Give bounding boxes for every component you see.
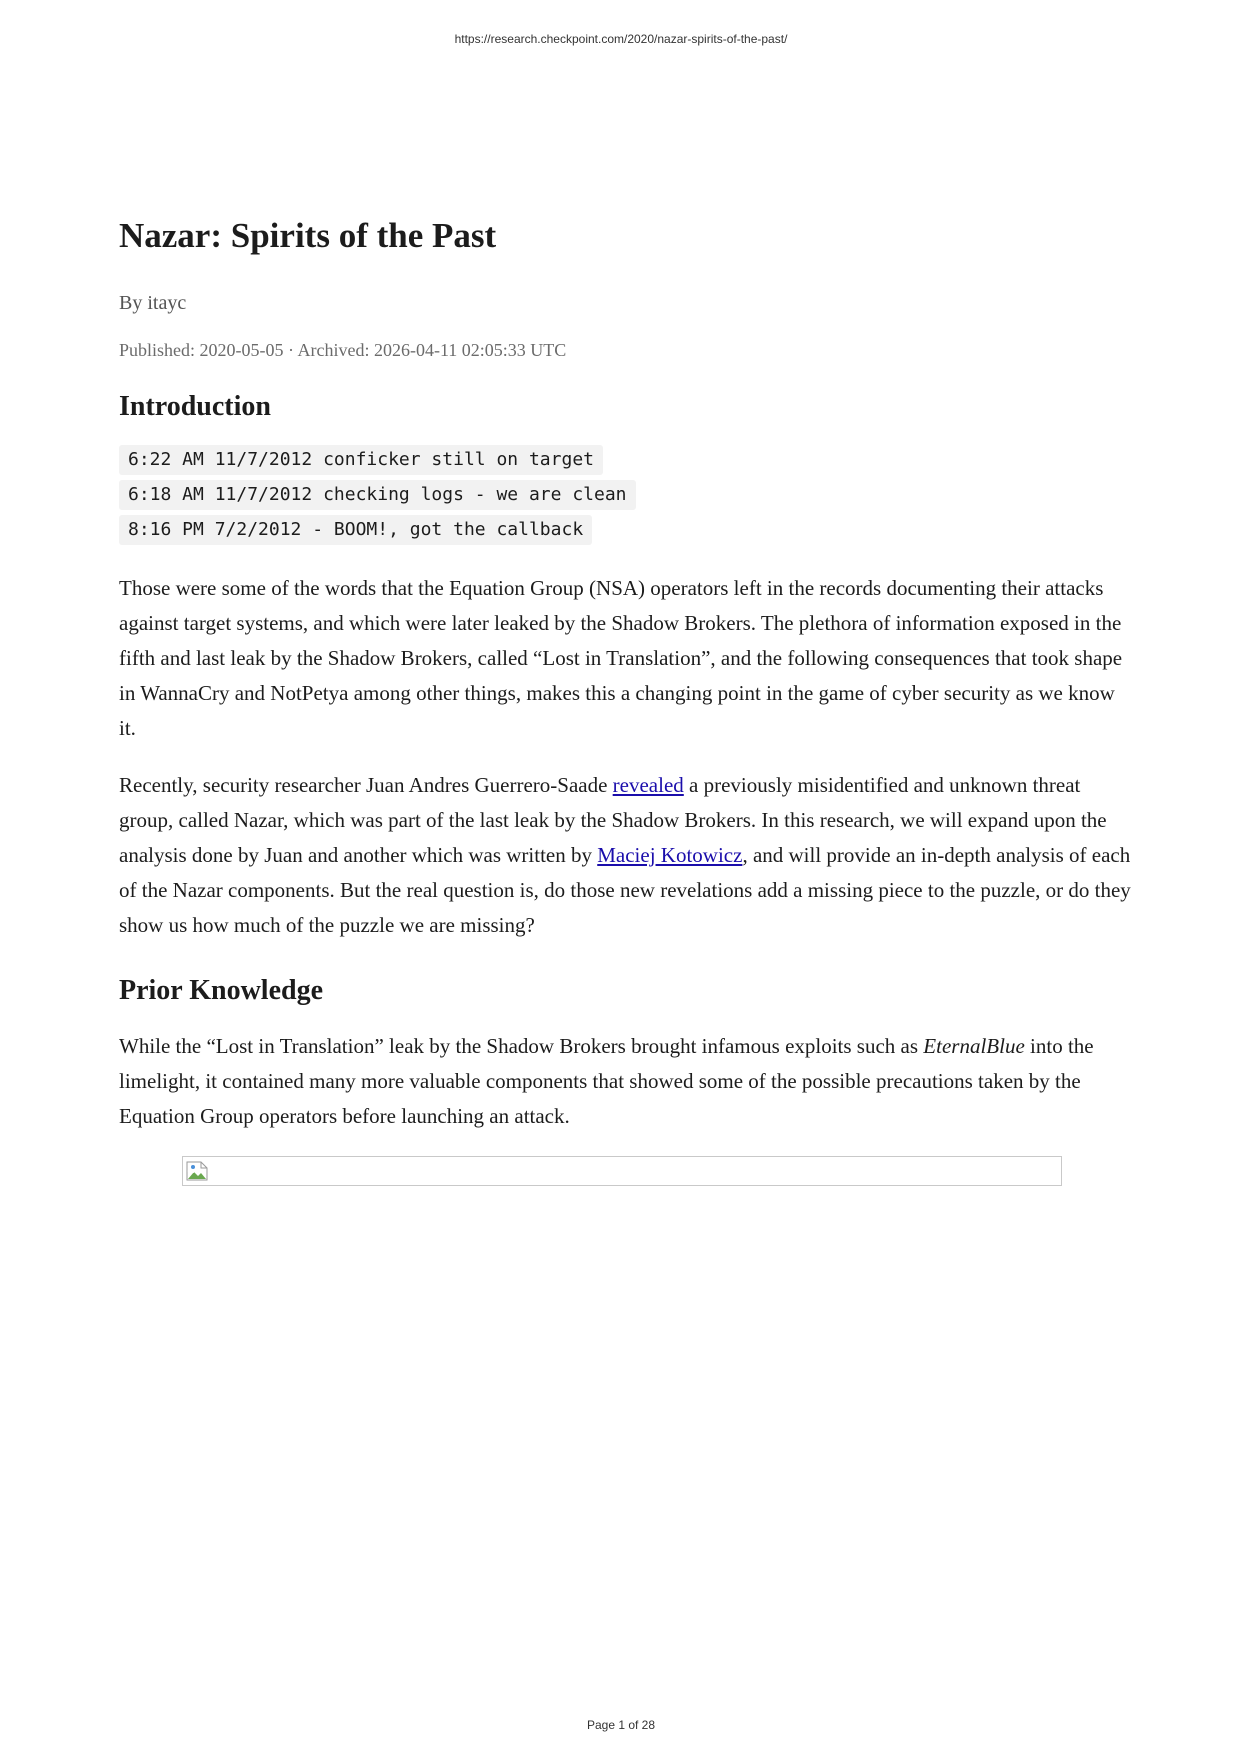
intro-p2-text-b: a previously misidentified and unknown threat group, called Nazar, which was part of the last leak by the Shadow Brokers. In this research, we will expand upon the analysis done by Juan and another which was written by bbox=[119, 773, 1107, 867]
revealed-link[interactable]: revealed bbox=[612, 773, 684, 797]
code-block bbox=[119, 445, 1131, 545]
section-heading-introduction: Introduction bbox=[119, 391, 271, 422]
code-line-text: 6:22 AM 11/7/2012 conficker still on target bbox=[119, 445, 603, 475]
broken-image-figure bbox=[182, 1156, 1062, 1186]
intro-p2-text-c: , and will provide an in-depth analysis of each of the Nazar components. But the real question is, do those new revelations add a missing piece to the puzzle, or do they show us how much of the puzzle we are missing? bbox=[119, 843, 1131, 937]
page-url-header: https://research.checkpoint.com/2020/nazar-spirits-of-the-past/ bbox=[454, 32, 788, 46]
intro-paragraph-1: Those were some of the words that the Equation Group (NSA) operators left in the records documenting their attacks against target systems, and which were later leaked by the Shadow Brokers. The plethora of information exposed in the fifth and last leak by the Shadow Brokers, called “Lost in Translation”, and the following consequences that took shape in WannaCry and NotPetya among other things, makes this a changing point in the game of cyber security as we know it. bbox=[119, 576, 1123, 740]
eternalblue-emphasis: EternalBlue bbox=[923, 1034, 1025, 1058]
prior-p1-text-b: into the limelight, it contained many more valuable components that showed some of the possible precautions taken by the Equation Group operators before launching an attack. bbox=[119, 1034, 1094, 1128]
article bbox=[119, 213, 1131, 1186]
article-byline: By itayc bbox=[119, 292, 187, 314]
maciej-kotowicz-link[interactable]: Maciej Kotowicz bbox=[597, 843, 743, 867]
section-heading-prior-knowledge: Prior Knowledge bbox=[119, 975, 324, 1006]
article-title: Nazar: Spirits of the Past bbox=[119, 216, 497, 255]
code-line bbox=[119, 515, 1131, 545]
prior-p1-text-a: While the “Lost in Translation” leak by the Shadow Brokers brought infamous exploits such as bbox=[119, 1034, 924, 1058]
prior-paragraph-1 bbox=[119, 1029, 1131, 1134]
code-line-text: 6:18 AM 11/7/2012 checking logs - we are clean bbox=[119, 480, 636, 510]
intro-p2-text-a: Recently, security researcher Juan Andres Guerrero-Saade bbox=[119, 773, 613, 797]
page-number-footer: Page 1 of 28 bbox=[586, 1718, 656, 1732]
code-line bbox=[119, 445, 1131, 475]
code-line bbox=[119, 480, 1131, 510]
broken-image-icon bbox=[185, 1159, 209, 1183]
article-meta: Published: 2020-05-05 · Archived: 2026-04-11 02:05:33 UTC bbox=[119, 340, 567, 360]
code-line-text: 8:16 PM 7/2/2012 - BOOM!, got the callback bbox=[119, 515, 592, 545]
intro-paragraph-2 bbox=[119, 768, 1131, 943]
